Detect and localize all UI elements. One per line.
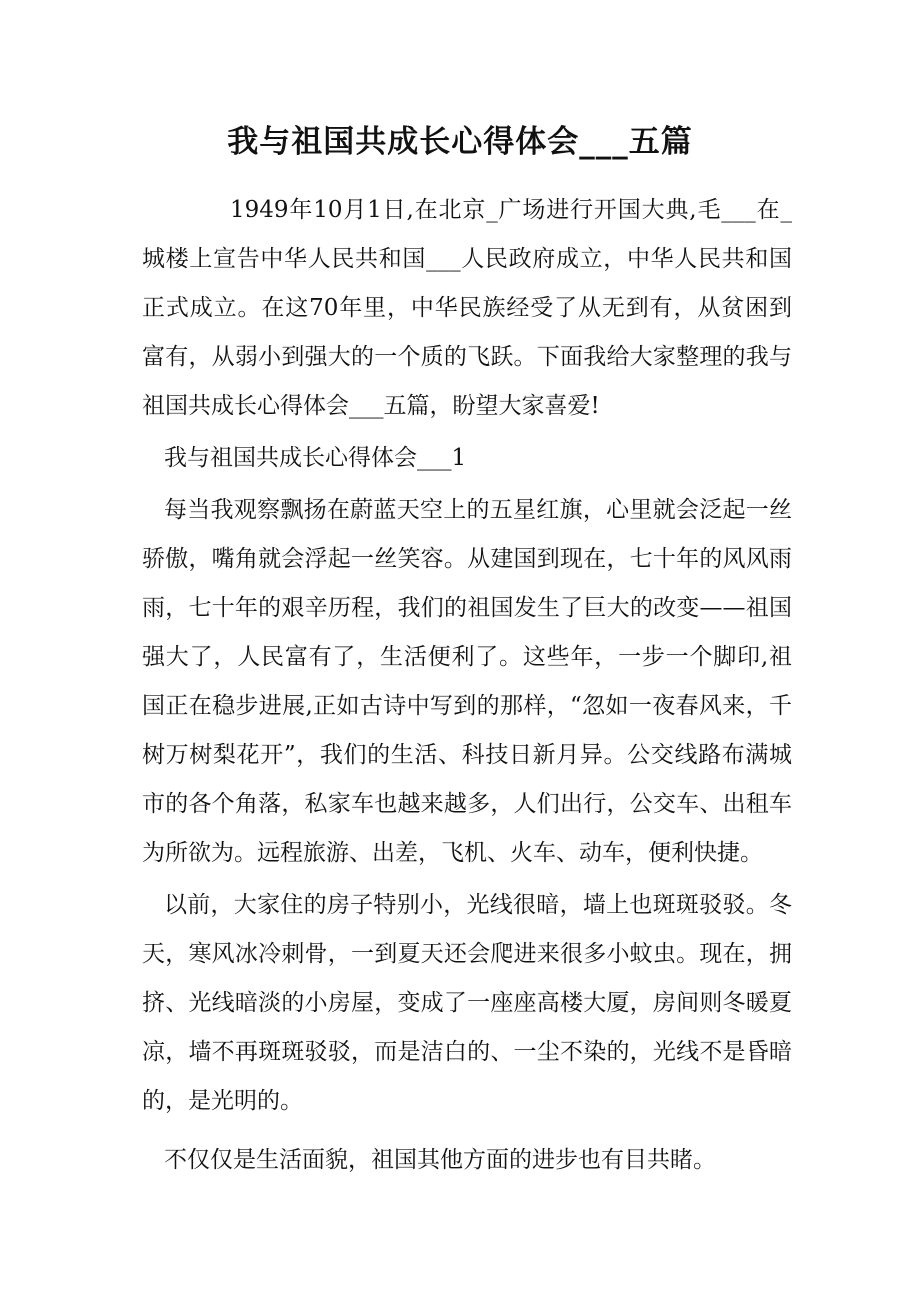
document-title: 我与祖国共成长心得体会___五篇: [227, 124, 693, 160]
document-body: [142, 186, 792, 1185]
intro-paragraph: 1949年10月1日,在北京_广场进行开国大典,毛___在_城楼上宣告中华人民共和国___人民政府成立，中华人民共和国正式成立。在这70年里，中华民族经受了从无到有，从贫困到富有，从弱小到强大的一个质的飞跃。下面我给大家整理的我与祖国共成长心得体会___五篇，盼望大家喜爱!: [142, 197, 792, 419]
section-heading: 我与祖国共成长心得体会___1: [164, 445, 467, 471]
body-paragraph: 以前，大家住的房子特别小，光线很暗，墙上也斑斑驳驳。冬天，寒风冰冷刺骨，一到夏天还会爬进来很多小蚊虫。现在，拥挤、光线暗淡的小房屋，变成了一座座高楼大厦，房间则冬暖夏凉，墙不再斑斑驳驳，而是洁白的、一尘不染的，光线不是昏暗的，是光明的。: [142, 892, 792, 1114]
body-paragraph: 不仅仅是生活面貌，祖国其他方面的进步也有目共睹。: [164, 1147, 716, 1173]
body-paragraph: 每当我观察飘扬在蔚蓝天空上的五星红旗，心里就会泛起一丝骄傲，嘴角就会浮起一丝笑容。从建国到现在，七十年的风风雨雨，七十年的艰辛历程，我们的祖国发生了巨大的改变——祖国强大了，人民富有了，生活便利了。这些年，一步一个脚印,祖国正在稳步进展,正如古诗中写到的那样，“忽如一夜春风来，千树万树梨花开”，我们的生活、科技日新月异。公交线路布满城市的各个角落，私家车也越来越多，人们出行，公交车、出租车为所欲为。远程旅游、出差，飞机、火车、动车，便利快捷。: [142, 497, 792, 866]
